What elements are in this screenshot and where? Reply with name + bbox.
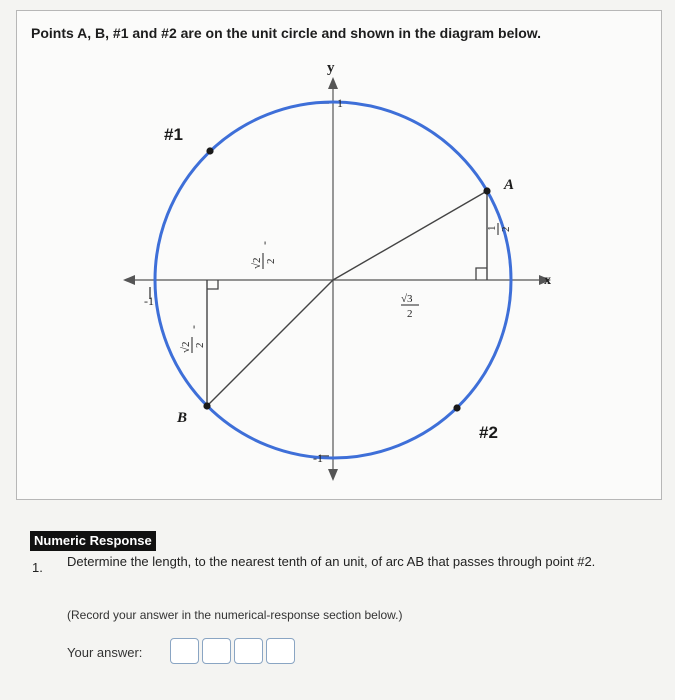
tick-label-bottom: -1: [313, 451, 323, 465]
point-2: [453, 404, 460, 411]
question-number: 1.: [32, 560, 43, 575]
fraction-b-y: [180, 325, 206, 353]
label-point-a: A: [504, 177, 515, 193]
record-note: (Record your answer in the numerical-response section below.): [67, 608, 403, 622]
fraction-b-x-num: √2: [251, 257, 263, 269]
tick-label-top: 1: [337, 96, 343, 110]
radius-to-a: [333, 191, 487, 280]
answer-digit-box-4[interactable]: [266, 638, 295, 664]
axis-label-y: y: [327, 60, 335, 76]
fraction-b-y-sign: -: [186, 325, 200, 329]
unit-circle-diagram: [17, 11, 663, 501]
fraction-b-y-den: 2: [194, 342, 206, 348]
fraction-b-x: [251, 241, 277, 269]
y-axis-arrow-down: [328, 469, 338, 481]
fraction-a-x-num: √3: [401, 293, 413, 305]
point-1: [206, 147, 213, 154]
fraction-a-x: [401, 293, 419, 320]
x-axis-arrow-left: [123, 275, 135, 285]
y-axis-arrow-up: [328, 77, 338, 89]
point-a: [483, 187, 490, 194]
fraction-a-y-den: 2: [500, 226, 512, 232]
axis-label-x: x: [544, 273, 551, 288]
right-angle-marker-a: [476, 268, 487, 280]
label-point-1: #1: [164, 125, 183, 144]
fraction-b-x-sign: -: [257, 241, 271, 245]
label-point-b: B: [177, 410, 188, 426]
right-angle-marker-b: [207, 280, 218, 289]
answer-digit-box-3[interactable]: [234, 638, 263, 664]
fraction-a-y: [486, 223, 512, 235]
tick-label-left: -1: [144, 294, 154, 308]
fraction-a-x-den: 2: [407, 308, 413, 320]
answer-digit-box-1[interactable]: [170, 638, 199, 664]
fraction-a-y-num: 1: [486, 225, 498, 231]
question-box: [16, 10, 662, 500]
radius-to-b: [207, 280, 333, 406]
fraction-b-y-num: √2: [180, 341, 192, 353]
fraction-b-x-den: 2: [265, 258, 277, 264]
answer-boxes: [170, 638, 295, 664]
numeric-response-heading: Numeric Response: [30, 531, 156, 551]
question-prompt: Points A, B, #1 and #2 are on the unit circle and shown in the diagram below.: [31, 25, 542, 41]
point-b: [203, 402, 210, 409]
question-text: Determine the length, to the nearest tenth of an unit, of arc AB that passes through point #2.: [67, 554, 596, 569]
label-point-2: #2: [479, 423, 498, 442]
answer-label: Your answer:: [67, 645, 143, 660]
answer-digit-box-2[interactable]: [202, 638, 231, 664]
